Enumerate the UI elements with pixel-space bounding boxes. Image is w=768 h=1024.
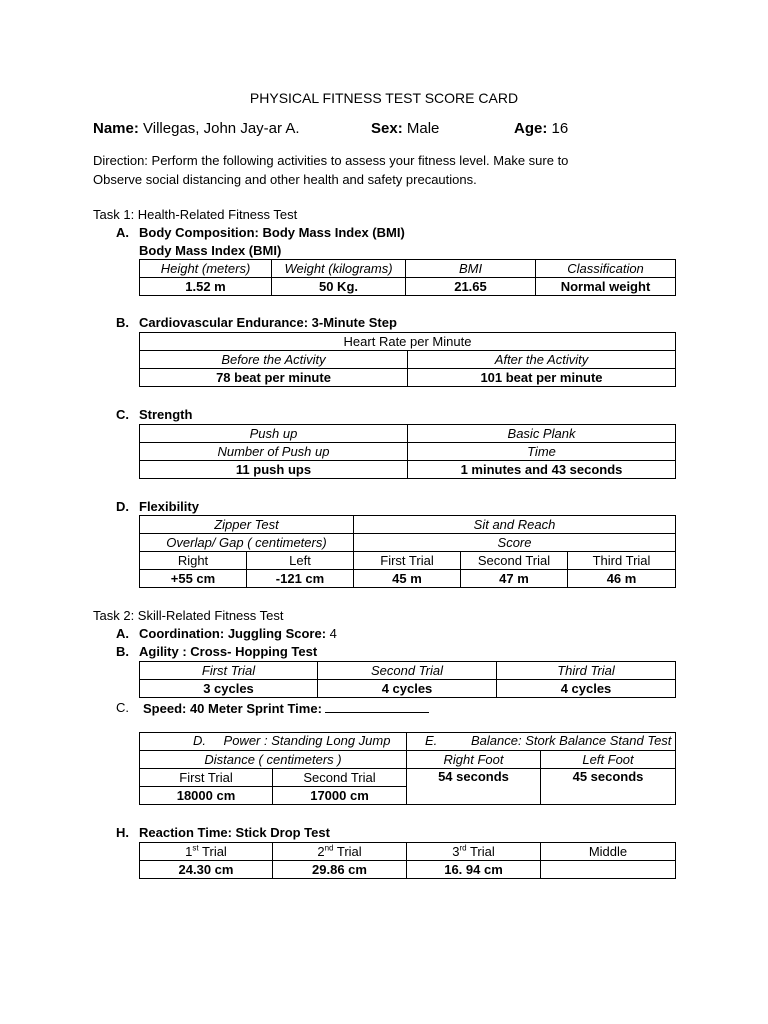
bmi-height-value: 1.52 m bbox=[140, 278, 272, 296]
flex-header-first-trial: First Trial bbox=[354, 552, 461, 570]
table-row bbox=[140, 443, 676, 461]
reaction-3rd-value: 16. 94 cm bbox=[407, 861, 541, 879]
task2-b-letter: B. bbox=[116, 644, 129, 659]
coordination-value: 4 bbox=[329, 626, 337, 641]
heart-rate-before-value: 78 beat per minute bbox=[140, 369, 408, 387]
bmi-header-bmi: BMI bbox=[406, 260, 536, 278]
task2-c-line bbox=[143, 700, 429, 716]
heart-rate-caption: Heart Rate per Minute bbox=[140, 333, 676, 351]
strength-subheader-count: Number of Push up bbox=[140, 443, 408, 461]
table-row bbox=[140, 769, 676, 787]
speed-label: Speed: 40 Meter Sprint Time: bbox=[143, 701, 322, 716]
table-row bbox=[140, 278, 676, 296]
page-title: PHYSICAL FITNESS TEST SCORE CARD bbox=[249, 90, 519, 106]
balance-letter: E. bbox=[425, 733, 438, 748]
task1-b-letter: B. bbox=[116, 315, 129, 330]
task2-b-title: Agility : Cross- Hopping Test bbox=[139, 644, 318, 659]
table-row bbox=[140, 861, 676, 879]
power-letter: D. bbox=[193, 733, 207, 748]
table-row bbox=[140, 534, 676, 552]
reaction-1-sup: st bbox=[192, 843, 199, 853]
heart-rate-table bbox=[139, 332, 676, 387]
task2-h-title: Reaction Time: Stick Drop Test bbox=[139, 825, 330, 840]
reaction-2nd-value: 29.86 cm bbox=[273, 861, 407, 879]
power-first-value: 18000 cm bbox=[140, 787, 273, 805]
reaction-middle-value bbox=[541, 861, 676, 879]
table-row bbox=[140, 570, 676, 588]
flex-header-right: Right bbox=[140, 552, 247, 570]
task2-c-letter: C. bbox=[116, 700, 129, 715]
age-field bbox=[514, 120, 568, 137]
heart-rate-header-before: Before the Activity bbox=[140, 351, 408, 369]
balance-right-value: 54 seconds bbox=[407, 769, 541, 805]
speed-blank bbox=[325, 700, 429, 713]
power-header bbox=[140, 733, 407, 751]
balance-header-left: Left Foot bbox=[541, 751, 676, 769]
bmi-header-classification: Classification bbox=[536, 260, 676, 278]
reaction-3-num: 3 bbox=[452, 843, 460, 859]
power-header-first: First Trial bbox=[140, 769, 273, 787]
flex-second-trial-value: 47 m bbox=[461, 570, 568, 588]
balance-left-value: 45 seconds bbox=[541, 769, 676, 805]
sex-label: Sex: bbox=[371, 120, 403, 137]
task2-title: Task 2: Skill-Related Fitness Test bbox=[93, 608, 284, 623]
flex-header-sit-reach: Sit and Reach bbox=[354, 516, 676, 534]
bmi-header-weight: Weight (kilograms) bbox=[272, 260, 406, 278]
heart-rate-after-value: 101 beat per minute bbox=[408, 369, 676, 387]
task1-a-title: Body Composition: Body Mass Index (BMI) bbox=[139, 225, 405, 240]
reaction-1st-value: 24.30 cm bbox=[140, 861, 273, 879]
strength-header-plank: Basic Plank bbox=[408, 425, 676, 443]
age-value: 16 bbox=[551, 120, 569, 137]
flex-header-second-trial: Second Trial bbox=[461, 552, 568, 570]
reaction-3-sup: rd bbox=[459, 843, 467, 853]
task1-title: Task 1: Health-Related Fitness Test bbox=[93, 207, 298, 222]
direction-line-1: Direction: Perform the following activities to assess your fitness level. Make sure to bbox=[93, 153, 569, 168]
strength-plank-value: 1 minutes and 43 seconds bbox=[408, 461, 676, 479]
power-title: Power : Standing Long Jump bbox=[223, 733, 391, 748]
bmi-weight-value: 50 Kg. bbox=[272, 278, 406, 296]
table-row bbox=[140, 369, 676, 387]
table-row bbox=[140, 843, 676, 861]
table-row bbox=[140, 351, 676, 369]
task1-d-letter: D. bbox=[116, 499, 129, 514]
sex-value: Male bbox=[406, 120, 440, 137]
power-balance-table bbox=[139, 732, 676, 805]
reaction-2-word: Trial bbox=[336, 843, 362, 859]
flex-header-left: Left bbox=[247, 552, 354, 570]
sex-field bbox=[371, 120, 439, 137]
table-row bbox=[140, 680, 676, 698]
bmi-value: 21.65 bbox=[406, 278, 536, 296]
agility-first-value: 3 cycles bbox=[140, 680, 318, 698]
strength-pushup-value: 11 push ups bbox=[140, 461, 408, 479]
flexibility-table bbox=[139, 515, 676, 588]
reaction-2-sup: nd bbox=[324, 843, 334, 853]
coordination-label: Coordination: Juggling Score: bbox=[139, 626, 327, 641]
table-row bbox=[140, 516, 676, 534]
reaction-header-1st bbox=[140, 843, 273, 861]
agility-third-value: 4 cycles bbox=[497, 680, 676, 698]
reaction-1-num: 1 bbox=[185, 843, 193, 859]
agility-header-third: Third Trial bbox=[497, 662, 676, 680]
table-row bbox=[140, 333, 676, 351]
reaction-header-3rd bbox=[407, 843, 541, 861]
agility-header-second: Second Trial bbox=[318, 662, 497, 680]
flex-header-third-trial: Third Trial bbox=[568, 552, 676, 570]
flex-left-value: -121 cm bbox=[247, 570, 354, 588]
task1-a-subtitle: Body Mass Index (BMI) bbox=[139, 243, 282, 258]
flex-subheader-score: Score bbox=[354, 534, 676, 552]
table-row bbox=[140, 461, 676, 479]
direction-line-2: Observe social distancing and other health and safety precautions. bbox=[93, 172, 477, 187]
task2-a-letter: A. bbox=[116, 626, 129, 641]
agility-table bbox=[139, 661, 676, 698]
bmi-header-height: Height (meters) bbox=[140, 260, 272, 278]
table-row bbox=[140, 733, 676, 751]
reaction-1-word: Trial bbox=[202, 843, 227, 859]
flex-header-zipper: Zipper Test bbox=[140, 516, 354, 534]
power-header-second: Second Trial bbox=[273, 769, 407, 787]
name-field bbox=[93, 120, 300, 137]
balance-header bbox=[407, 733, 676, 751]
strength-table bbox=[139, 424, 676, 479]
reaction-3-word: Trial bbox=[469, 843, 495, 859]
name-value: Villegas, John Jay-ar A. bbox=[143, 120, 300, 137]
bmi-classification-value: Normal weight bbox=[536, 278, 676, 296]
agility-header-first: First Trial bbox=[140, 662, 318, 680]
task1-a-letter: A. bbox=[116, 225, 129, 240]
table-row bbox=[140, 662, 676, 680]
flex-right-value: +55 cm bbox=[140, 570, 247, 588]
power-second-value: 17000 cm bbox=[273, 787, 407, 805]
heart-rate-header-after: After the Activity bbox=[408, 351, 676, 369]
task1-d-title: Flexibility bbox=[139, 499, 199, 514]
reaction-header-2nd bbox=[273, 843, 407, 861]
flex-first-trial-value: 45 m bbox=[354, 570, 461, 588]
strength-subheader-time: Time bbox=[408, 443, 676, 461]
table-row bbox=[140, 751, 676, 769]
flex-subheader-overlap: Overlap/ Gap ( centimeters) bbox=[140, 534, 354, 552]
reaction-table bbox=[139, 842, 676, 879]
task1-c-title: Strength bbox=[139, 407, 193, 422]
bmi-table bbox=[139, 259, 676, 296]
table-row bbox=[140, 425, 676, 443]
table-row bbox=[140, 260, 676, 278]
task2-a-line bbox=[139, 626, 337, 641]
age-label: Age: bbox=[514, 120, 548, 137]
flex-third-trial-value: 46 m bbox=[568, 570, 676, 588]
task1-b-title: Cardiovascular Endurance: 3-Minute Step bbox=[139, 315, 397, 330]
table-row bbox=[140, 552, 676, 570]
task2-h-letter: H. bbox=[116, 825, 129, 840]
name-label: Name: bbox=[93, 120, 139, 137]
reaction-header-middle: Middle bbox=[541, 843, 676, 861]
strength-header-pushup: Push up bbox=[140, 425, 408, 443]
reaction-2-num: 2 bbox=[317, 843, 325, 859]
agility-second-value: 4 cycles bbox=[318, 680, 497, 698]
balance-title: Balance: Stork Balance Stand Test bbox=[471, 733, 672, 748]
balance-header-right: Right Foot bbox=[407, 751, 541, 769]
task1-c-letter: C. bbox=[116, 407, 129, 422]
power-subheader: Distance ( centimeters ) bbox=[140, 751, 407, 769]
